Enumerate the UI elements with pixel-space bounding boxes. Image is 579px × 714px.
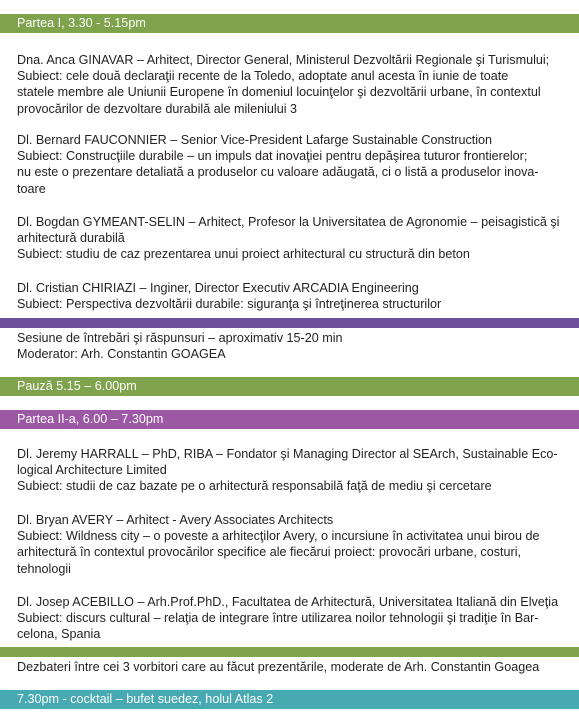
pause-band: [0, 377, 579, 396]
speaker-line: Dl. Cristian CHIRIAZI – Inginer, Director Executiv ARCADIA Engineering: [17, 281, 419, 295]
speaker-line: celona, Spania: [17, 627, 101, 642]
speaker-line: arhitectură în contextul provocărilor specifice ale fiecărui proiect: provocări urbane, costuri,: [17, 545, 521, 560]
speaker-block-fauconnier: [17, 132, 577, 197]
speaker-line: provocărilor de dezvoltare durabilă ale mileniului 3: [17, 101, 298, 116]
speaker-block-ginavar: [17, 52, 577, 117]
speaker-line: Dl. Jeremy HARRALL – PhD, RIBA – Fondator şi Managing Director al SEArch, Sustainable Eco-: [17, 447, 558, 461]
section-divider: [0, 318, 579, 328]
section-divider: [0, 647, 579, 657]
speaker-line: toare: [17, 181, 46, 196]
speaker-line: statele membre ale Uniunii Europene în domeniul locuinţelor şi dezvoltării urbane, în contextul: [17, 85, 541, 100]
speaker-block-avery: [17, 512, 577, 577]
speaker-line: Dl. Bogdan GYMEANT-SELIN – Arhitect, Profesor la Universitatea de Agronomie – peisagistică şi: [17, 215, 560, 229]
speaker-line: Subiect: studiu de caz prezentarea unui proiect arhitectural cu structură din beton: [17, 247, 470, 262]
speaker-block-chiriazi: [17, 280, 577, 312]
speaker-block-gymeant-selin: [17, 214, 577, 263]
speaker-line: Subiect: Construcţiile durabile – un impuls dat inovaţiei pentru depăşirea tuturor frontierelor;: [17, 149, 528, 164]
debate-line: Dezbateri între cei 3 vorbitori care au făcut prezentările, moderate de Arh. Constantin Goagea: [17, 660, 540, 674]
speaker-line: Subiect: Perspectiva dezvoltării durabile: siguranţa şi întreţinerea structurilor: [17, 297, 442, 312]
speaker-line: Subiect: studii de caz bazate pe o arhitectură responsabilă faţă de mediu şi cercetare: [17, 479, 492, 494]
speaker-line: Dna. Anca GINAVAR – Arhitect, Director General, Ministerul Dezvoltării Regionale şi Turismului;: [17, 53, 550, 67]
speaker-line: Subiect: discurs cultural – relaţia de integrare între utilizarea noilor tehnologii şi tradiţie în Bar-: [17, 611, 539, 626]
speaker-line: Dl. Bryan AVERY – Arhitect - Avery Associates Architects: [17, 513, 334, 527]
speaker-line: nu este o prezentare detaliată a produselor cu valoare adăugată, ci o listă a produselor inova-: [17, 165, 539, 180]
speaker-line: Subiect: cele două declaraţii recente de la Toledo, adoptate anul acesta în iunie de toate: [17, 69, 509, 84]
speaker-line: arhitectură durabilă: [17, 231, 125, 246]
part2-header-band: [0, 410, 579, 429]
debate-block: [17, 659, 577, 675]
qa-line: Sesiune de întrebări şi răspunsuri – aproximativ 15-20 min: [17, 331, 343, 345]
cocktail-label: 7.30pm - cocktail – bufet suedez, holul Atlas 2: [17, 692, 274, 706]
speaker-line: Dl. Bernard FAUCONNIER – Senior Vice-President Lafarge Sustainable Construction: [17, 133, 493, 147]
part1-header: Partea I, 3.30 - 5.15pm: [17, 16, 146, 30]
speaker-line: tehnologii: [17, 561, 71, 576]
part2-header: Partea II-a, 6.00 – 7.30pm: [17, 412, 164, 426]
speaker-line: logical Architecture Limited: [17, 463, 167, 478]
part1-header-band: [0, 14, 579, 33]
speaker-line: Subiect: Wildness city – o poveste a arhitecţilor Avery, o incursiune în activitatea unui birou de: [17, 529, 540, 544]
cocktail-band: [0, 690, 579, 709]
speaker-block-acebillo: [17, 594, 577, 643]
speaker-block-harrall: [17, 446, 577, 495]
qa-block: [17, 330, 577, 362]
speaker-line: Dl. Josep ACEBILLO – Arh.Prof.PhD., Facultatea de Arhitectură, Universitatea Italiană din Elveţia: [17, 595, 559, 609]
pause-label: Pauză 5.15 – 6.00pm: [17, 379, 137, 393]
moderator-line: Moderator: Arh. Constantin GOAGEA: [17, 347, 226, 362]
